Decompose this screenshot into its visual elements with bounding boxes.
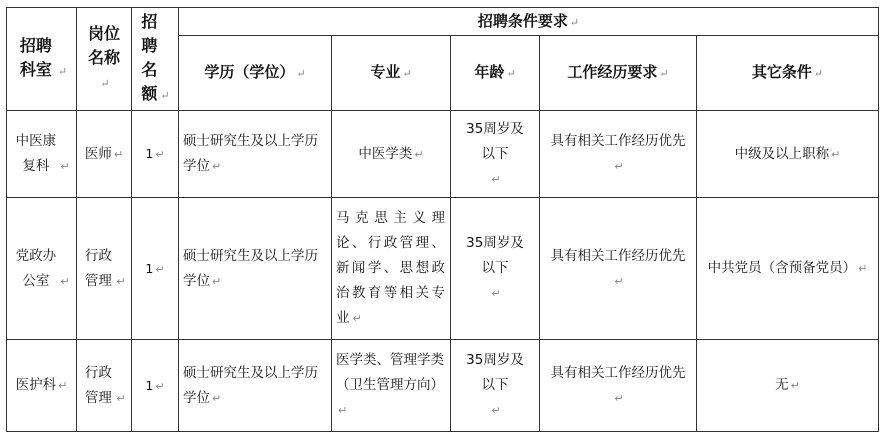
header-position-text: 岗位名称 (87, 24, 120, 67)
return-mark: ↵ (414, 147, 424, 161)
cell-major (332, 198, 451, 340)
cell-other-text: 中级及以上职称 (734, 145, 830, 162)
cell-position-text: 行政管理 (84, 364, 112, 406)
header-other (697, 36, 879, 111)
return-mark: ↵ (491, 287, 501, 300)
header-count-text: 招聘名额 (141, 12, 158, 103)
cell-education (179, 198, 332, 340)
cell-education (179, 340, 332, 432)
table-row (7, 198, 879, 340)
table-row (7, 340, 879, 432)
return-mark: ↵ (858, 262, 868, 275)
return-mark: ↵ (212, 274, 222, 288)
header-conditions-text: 招聘条件要求 (477, 11, 568, 30)
return-mark: ↵ (116, 274, 126, 288)
return-mark: ↵ (113, 147, 124, 161)
cell-count-text: 1 (145, 146, 154, 161)
cell-count (132, 198, 179, 340)
header-major (332, 36, 451, 111)
cell-other (697, 111, 879, 198)
cell-other (697, 198, 879, 340)
return-mark: ↵ (491, 172, 501, 186)
return-mark: ↵ (659, 67, 669, 80)
return-mark: ↵ (569, 15, 580, 29)
return-mark: ↵ (58, 379, 68, 392)
cell-other (697, 340, 879, 432)
recruitment-table-container (6, 7, 879, 432)
cell-major (332, 111, 451, 198)
cell-experience-text: 具有相关工作经历优先 (550, 133, 686, 149)
cell-education (179, 111, 332, 198)
cell-major-text: 马克思主义理论、行政管理、新闻学、思想政治教育等相关专业 (336, 210, 446, 326)
cell-count-text: 1 (145, 377, 154, 393)
header-experience (540, 36, 697, 111)
return-mark: ↵ (614, 391, 624, 405)
header-major-text: 专业 (370, 63, 401, 81)
return-mark: ↵ (831, 147, 841, 161)
return-mark: ↵ (116, 391, 126, 405)
cell-major (332, 340, 451, 432)
return-mark: ↵ (155, 379, 165, 393)
header-other-text: 其它条件 (751, 63, 812, 81)
cell-dept (7, 340, 77, 432)
cell-education-text: 硕士研究生及以上学历学位 (183, 133, 318, 174)
header-education (179, 36, 332, 111)
cell-count (132, 111, 179, 198)
return-mark: ↵ (614, 160, 624, 173)
cell-other-text: 无 (775, 377, 789, 393)
cell-age (451, 340, 540, 432)
recruitment-table (6, 7, 879, 432)
table-row (7, 111, 879, 198)
return-mark: ↵ (57, 65, 68, 78)
return-mark: ↵ (790, 379, 800, 392)
header-experience-text: 工作经历要求 (567, 63, 658, 81)
cell-education-text: 硕士研究生及以上学历学位 (183, 247, 318, 289)
header-position (77, 8, 132, 111)
return-mark: ↵ (614, 274, 624, 288)
header-education-text: 学历（学位） (204, 63, 295, 81)
cell-age-text: 35周岁及以下 (466, 120, 524, 162)
header-dept-text: 招聘科室 (19, 36, 52, 79)
cell-dept (7, 198, 77, 340)
return-mark: ↵ (155, 262, 165, 276)
return-mark: ↵ (155, 148, 165, 161)
return-mark: ↵ (813, 67, 824, 80)
cell-experience (540, 198, 697, 340)
return-mark: ↵ (352, 312, 363, 325)
cell-count-text: 1 (145, 260, 154, 276)
cell-age-text: 35周岁及以下 (466, 352, 524, 393)
cell-major-text: 医学类、管理学类（卫生管理方向） (336, 352, 444, 393)
cell-other-text: 中共党员（含预备党员） (707, 260, 857, 276)
cell-age (451, 198, 540, 340)
cell-count (132, 340, 179, 432)
return-mark: ↵ (506, 67, 516, 80)
return-mark: ↵ (160, 89, 170, 102)
header-age (451, 36, 540, 111)
cell-position (77, 111, 132, 198)
cell-age-text: 35周岁及以下 (466, 235, 524, 276)
return-mark: ↵ (60, 160, 70, 173)
cell-position (77, 340, 132, 432)
cell-dept (7, 111, 77, 198)
cell-age (451, 111, 540, 198)
cell-major-text: 中医学类 (358, 145, 413, 162)
return-mark: ↵ (491, 404, 501, 417)
cell-education-text: 硕士研究生及以上学历学位 (183, 364, 318, 406)
return-mark: ↵ (402, 67, 412, 80)
return-mark: ↵ (338, 404, 348, 417)
cell-experience-text: 具有相关工作经历优先 (550, 247, 686, 264)
cell-position-text: 医师 (84, 145, 112, 162)
header-count (132, 8, 179, 111)
cell-experience (540, 340, 697, 432)
cell-experience (540, 111, 697, 198)
cell-position-text: 行政管理 (84, 247, 112, 289)
header-dept (7, 8, 77, 111)
cell-dept-text: 中医康复科 (15, 133, 57, 174)
header-age-text: 年龄 (474, 63, 505, 81)
return-mark: ↵ (100, 77, 110, 90)
cell-position (77, 198, 132, 340)
cell-dept-text: 医护科 (15, 377, 57, 393)
return-mark: ↵ (212, 391, 222, 405)
return-mark: ↵ (60, 274, 70, 288)
cell-experience-text: 具有相关工作经历优先 (550, 364, 686, 381)
return-mark: ↵ (296, 67, 306, 80)
return-mark: ↵ (212, 160, 222, 173)
header-conditions (179, 8, 879, 36)
cell-dept-text: 党政办公室 (15, 247, 57, 289)
